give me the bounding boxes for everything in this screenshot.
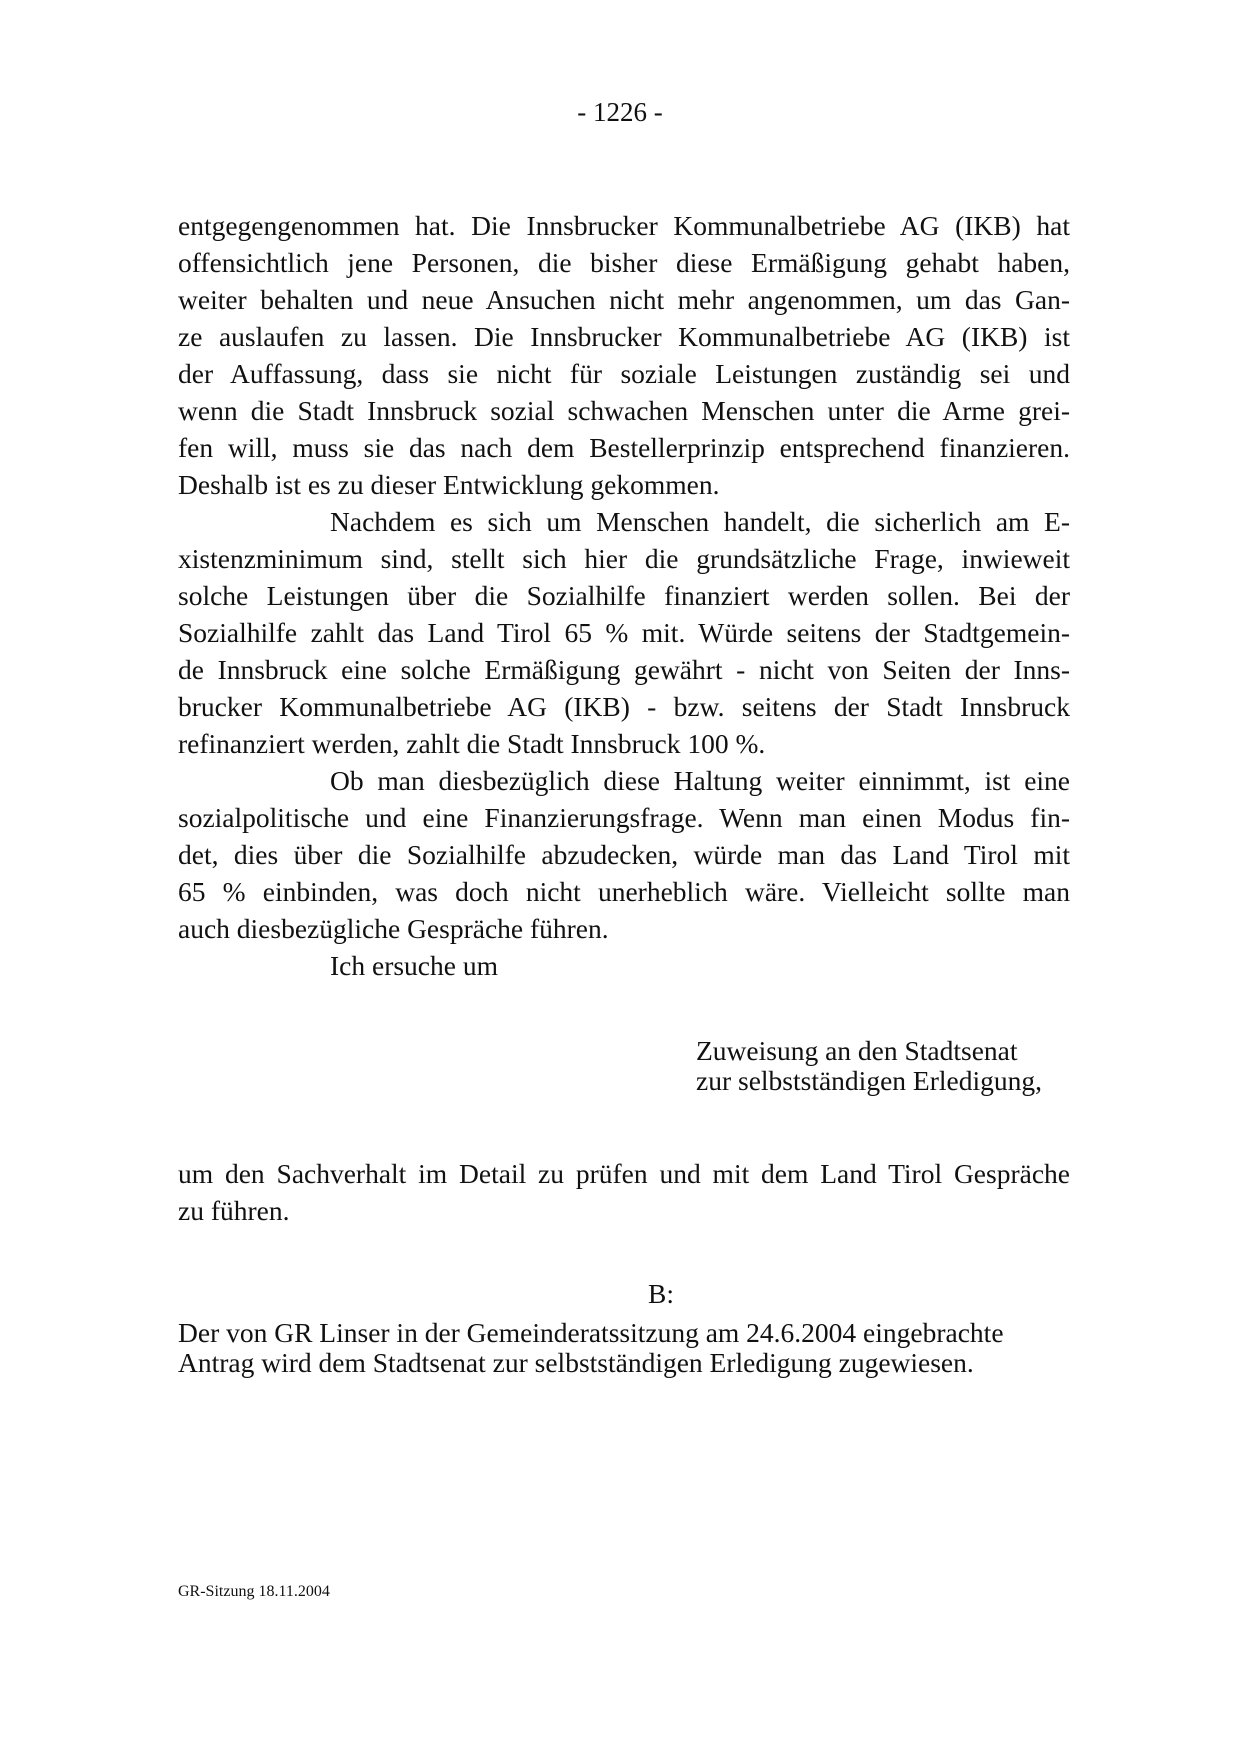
- text-line: zu führen.: [178, 1195, 290, 1226]
- text-line: Sozialhilfe zahlt das Land Tirol 65 % mit. Würde seitens der Stadtgemein-: [178, 617, 1070, 648]
- text-line: de Innsbruck eine solche Ermäßigung gewährt - nicht von Seiten der Inns-: [178, 654, 1070, 685]
- text-line: entgegengenommen hat. Die Innsbrucker Kommunalbetriebe AG (IKB) hat: [178, 210, 1070, 241]
- decision-line: Der von GR Linser in der Gemeinderatssitzung am 24.6.2004 eingebrachte: [178, 1317, 1004, 1348]
- text-line: weiter behalten und neue Ansuchen nicht mehr angenommen, um das Gan-: [178, 284, 1070, 315]
- text-line: det, dies über die Sozialhilfe abzudecken, würde man das Land Tirol mit: [178, 839, 1070, 870]
- text-line: auch diesbezügliche Gespräche führen.: [178, 913, 609, 944]
- footer-session-date: GR-Sitzung 18.11.2004: [178, 1583, 330, 1600]
- text-line: offensichtlich jene Personen, die bisher diese Ermäßigung gehabt haben,: [178, 247, 1070, 278]
- text-line: um den Sachverhalt im Detail zu prüfen und mit dem Land Tirol Gespräche: [178, 1158, 1070, 1189]
- assignment-line: zur selbstständigen Erledigung,: [696, 1065, 1042, 1096]
- text-line: solche Leistungen über die Sozialhilfe finanziert werden sollen. Bei der: [178, 580, 1070, 611]
- text-line: Deshalb ist es zu dieser Entwicklung gekommen.: [178, 469, 720, 500]
- text-line: sozialpolitische und eine Finanzierungsfrage. Wenn man einen Modus fin-: [178, 802, 1070, 833]
- assignment-line: Zuweisung an den Stadtsenat: [696, 1035, 1018, 1066]
- text-line: Nachdem es sich um Menschen handelt, die sicherlich am E-: [330, 506, 1070, 537]
- text-line: fen will, muss sie das nach dem Bestellerprinzip entsprechend finanzieren.: [178, 432, 1070, 463]
- text-line: xistenzminimum sind, stellt sich hier die grundsätzliche Frage, inwieweit: [178, 543, 1070, 574]
- text-line: refinanziert werden, zahlt die Stadt Innsbruck 100 %.: [178, 728, 766, 759]
- text-line: ze auslaufen zu lassen. Die Innsbrucker Kommunalbetriebe AG (IKB) ist: [178, 321, 1070, 352]
- section-b-label: B:: [648, 1278, 674, 1309]
- text-line: 65 % einbinden, was doch nicht unerheblich wäre. Vielleicht sollte man: [178, 876, 1070, 907]
- page-number: - 1226 -: [577, 97, 663, 127]
- text-line: wenn die Stadt Innsbruck sozial schwachen Menschen unter die Arme grei-: [178, 395, 1070, 426]
- text-line: der Auffassung, dass sie nicht für soziale Leistungen zuständig sei und: [178, 358, 1070, 389]
- text-line: Ob man diesbezüglich diese Haltung weiter einnimmt, ist eine: [330, 765, 1070, 796]
- decision-line: Antrag wird dem Stadtsenat zur selbstständigen Erledigung zugewiesen.: [178, 1347, 974, 1378]
- text-line: Ich ersuche um: [330, 950, 498, 981]
- text-line: brucker Kommunalbetriebe AG (IKB) - bzw. seitens der Stadt Innsbruck: [178, 691, 1070, 722]
